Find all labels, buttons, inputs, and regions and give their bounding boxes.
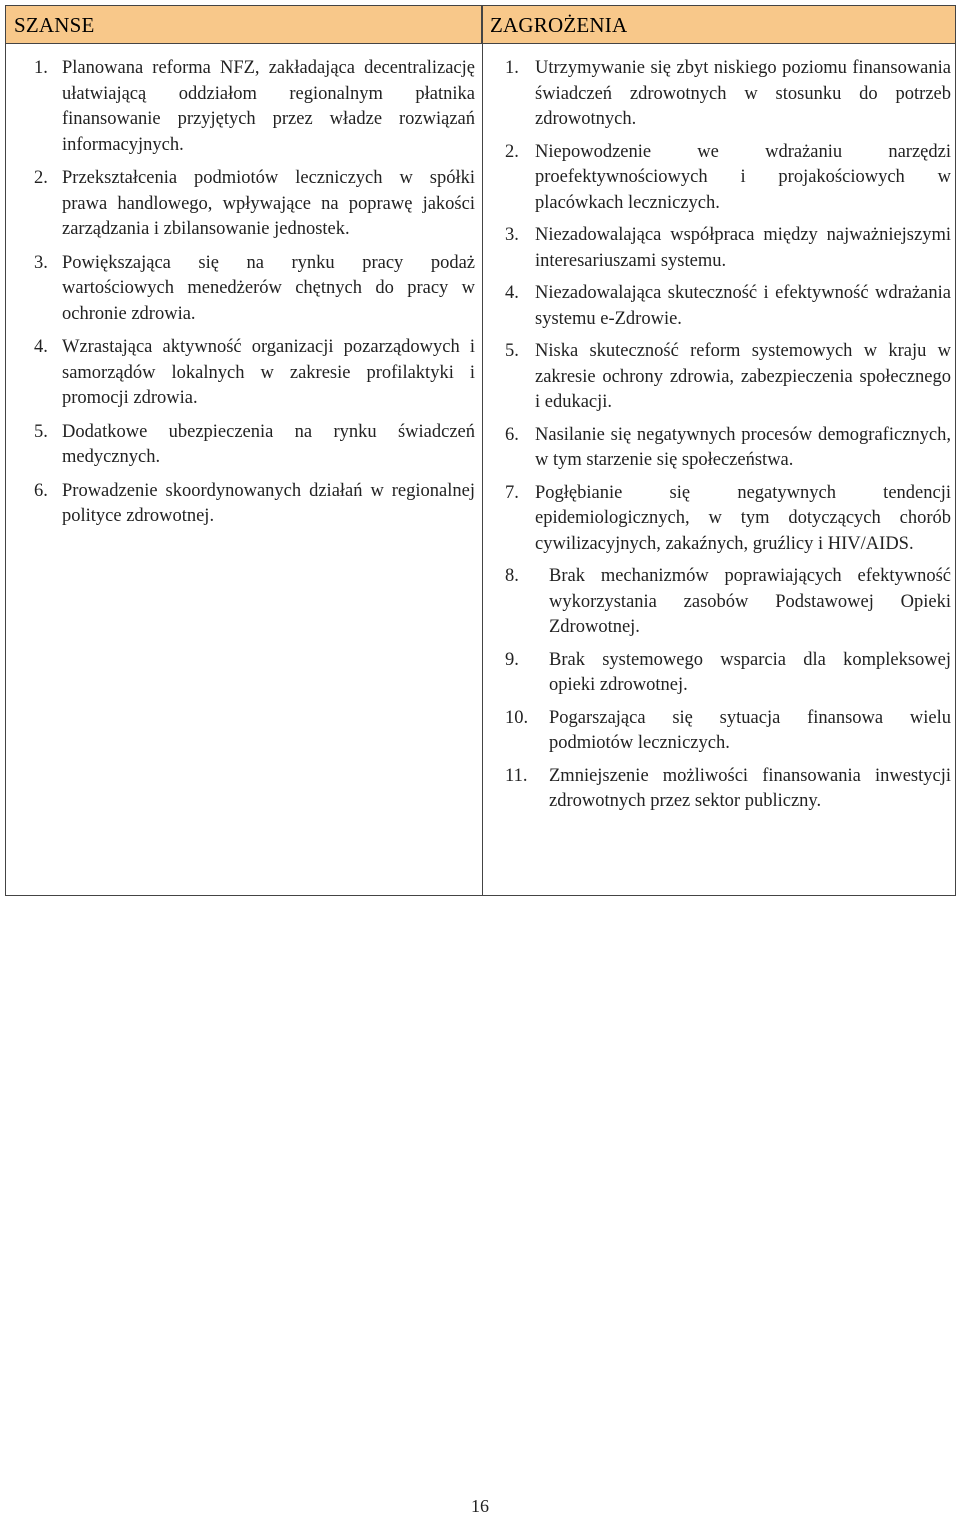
item-text: Zmniejszenie możliwości finansowania inwestycji zdrowotnych przez sektor publiczny.	[549, 765, 951, 811]
item-number: 5.	[505, 341, 519, 361]
item-number: 6.	[505, 424, 519, 445]
item-text: Utrzymywanie się zbyt niskiego poziomu finansowania świadczeń zdrowotnych w stosunku do potrzeb zdrowotnych.	[535, 58, 951, 129]
list-item	[34, 479, 475, 530]
list-item	[34, 335, 475, 412]
item-number: 1.	[34, 58, 48, 78]
item-number: 11.	[505, 765, 528, 786]
list-item	[505, 564, 951, 641]
item-number: 4.	[505, 283, 519, 303]
list-item	[505, 706, 951, 757]
item-number: 5.	[34, 421, 48, 442]
threats-title: ZAGROŻENIA	[490, 13, 628, 37]
list-item	[505, 140, 951, 217]
list-item	[34, 166, 475, 243]
item-text: Pogłębianie się negatywnych tendencji epidemiologicznych, w tym dotyczących chorób cywilizacyjnych, zakaźnych, gruźlicy i HIV/AIDS.	[535, 482, 951, 554]
item-number: 10.	[505, 707, 529, 728]
opportunities-title: SZANSE	[14, 13, 95, 37]
list-item	[34, 56, 475, 158]
item-text: Niezadowalająca współpraca między najważniejszymi interesariuszami systemu.	[535, 225, 951, 271]
item-text: Pogarszająca się sytuacja finansowa wielu podmiotów leczniczych.	[549, 707, 951, 753]
item-text: Prowadzenie skoordynowanych działań w regionalnej polityce zdrowotnej.	[62, 480, 475, 526]
item-number: 7.	[505, 482, 519, 503]
item-text: Dodatkowe ubezpieczenia na rynku świadczeń medycznych.	[62, 421, 475, 467]
item-number: 2.	[34, 168, 48, 188]
item-number: 6.	[34, 480, 48, 501]
item-number: 9.	[505, 649, 519, 670]
item-text: Niepowodzenie we wdrażaniu narzędzi proefektywnościowych i projakościowych w placówkach leczniczych.	[535, 141, 951, 213]
item-number: 3.	[505, 225, 519, 245]
list-item	[505, 56, 951, 133]
threats-header	[482, 6, 955, 44]
opportunities-header	[6, 6, 482, 44]
item-text: Nasilanie się negatywnych procesów demograficznych, w tym starzenie się społeczeństwa.	[535, 424, 951, 470]
page-number: 16	[471, 1496, 489, 1516]
item-text: Przekształcenia podmiotów leczniczych w spółki prawa handlowego, wpływające na poprawę jakości zarządzania i zbilansowanie jednostek.	[62, 168, 475, 239]
item-text: Niska skuteczność reform systemowych w kraju w zakresie ochrony zdrowia, zabezpieczenia społecznego i edukacji.	[535, 341, 951, 412]
list-item	[505, 423, 951, 474]
item-number: 1.	[505, 58, 519, 78]
item-number: 2.	[505, 141, 519, 162]
list-item	[505, 481, 951, 558]
opportunities-list	[34, 56, 475, 538]
item-text: Niezadowalająca skuteczność i efektywność wdrażania systemu e-Zdrowie.	[535, 283, 951, 329]
item-number: 4.	[34, 337, 48, 357]
item-text: Wzrastająca aktywność organizacji pozarządowych i samorządów lokalnych w zakresie profilaktyki i promocji zdrowia.	[62, 337, 475, 408]
list-item	[34, 420, 475, 471]
item-text: Brak systemowego wsparcia dla kompleksowej opieki zdrowotnej.	[549, 649, 951, 695]
column-divider	[482, 6, 483, 895]
list-item	[505, 648, 951, 699]
item-number: 3.	[34, 252, 48, 273]
list-item	[505, 764, 951, 815]
item-text: Brak mechanizmów poprawiających efektywność wykorzystania zasobów Podstawowej Opieki Zdrowotnej.	[549, 566, 951, 637]
threats-list	[505, 56, 951, 822]
item-text: Powiększająca się na rynku pracy podaż wartościowych menedżerów chętnych do pracy w ochronie zdrowia.	[62, 252, 475, 324]
item-text: Planowana reforma NFZ, zakładająca decentralizację ułatwiającą oddziałom regionalnym płatnika finansowanie przyjętych przez władze rozwiązań informacyjnych.	[62, 58, 475, 155]
list-item	[505, 281, 951, 332]
list-item	[34, 251, 475, 328]
list-item	[505, 223, 951, 274]
item-number: 8.	[505, 566, 519, 586]
swot-table	[5, 5, 956, 896]
list-item	[505, 339, 951, 416]
